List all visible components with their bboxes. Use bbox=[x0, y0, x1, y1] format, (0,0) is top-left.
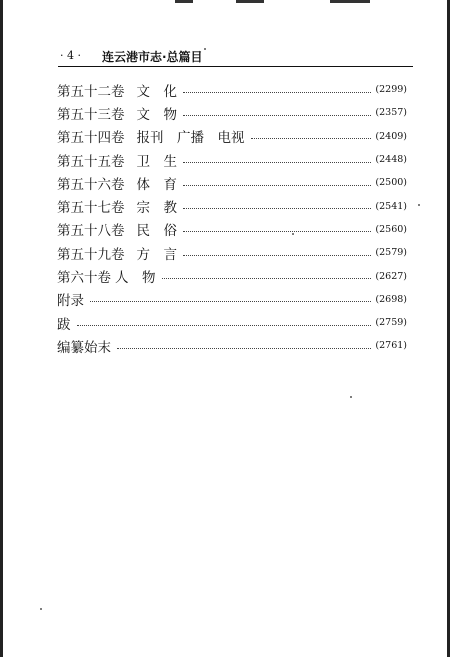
dot-leader bbox=[183, 91, 371, 93]
scan-speck bbox=[204, 48, 206, 50]
dot-leader bbox=[183, 114, 371, 116]
dot-leader bbox=[77, 324, 372, 326]
section-name: 附录 bbox=[57, 293, 84, 310]
volume-number: 第五十五卷 bbox=[57, 153, 125, 170]
volume-number: 第五十六卷 bbox=[57, 176, 125, 193]
dot-leader bbox=[162, 277, 372, 279]
toc-entry[interactable] bbox=[57, 171, 407, 194]
scan-top-mark bbox=[175, 0, 193, 3]
book-title: 连云港市志·总篇目 bbox=[102, 50, 203, 64]
page-reference: (2357) bbox=[375, 107, 407, 119]
volume-number: 第六十卷 bbox=[57, 270, 111, 287]
scan-speck bbox=[350, 396, 352, 398]
dot-leader bbox=[117, 347, 371, 349]
page-number: · 4 · bbox=[60, 49, 81, 62]
page-reference: (2761) bbox=[375, 340, 407, 352]
page-reference: (2541) bbox=[375, 200, 407, 212]
page-reference: (2500) bbox=[375, 177, 407, 189]
scan-top-mark bbox=[236, 0, 264, 3]
running-header bbox=[60, 48, 410, 66]
volume-number: 第五十二卷 bbox=[57, 83, 125, 100]
volume-title: 民 俗 bbox=[136, 223, 177, 240]
volume-title: 方 言 bbox=[136, 246, 177, 263]
dot-leader bbox=[183, 254, 371, 256]
volume-title: 人 物 bbox=[115, 270, 156, 287]
dot-leader bbox=[183, 230, 371, 232]
dot-leader bbox=[183, 184, 371, 186]
page-reference: (2560) bbox=[375, 223, 407, 235]
volume-number: 第五十九卷 bbox=[57, 246, 125, 263]
header-rule bbox=[58, 66, 413, 67]
page-reference: (2627) bbox=[375, 270, 407, 282]
volume-number: 第五十七卷 bbox=[57, 200, 125, 217]
toc-entry[interactable] bbox=[57, 311, 407, 334]
page-reference: (2698) bbox=[375, 293, 407, 305]
dot-leader bbox=[183, 161, 371, 163]
volume-title: 体 育 bbox=[136, 176, 177, 193]
page-reference: (2448) bbox=[375, 154, 407, 166]
scan-top-mark bbox=[330, 0, 370, 3]
page-reference: (2759) bbox=[375, 317, 407, 329]
toc-entry[interactable] bbox=[57, 101, 407, 124]
toc-entry[interactable] bbox=[57, 334, 407, 357]
page-reference: (2409) bbox=[375, 130, 407, 142]
volume-number: 第五十四卷 bbox=[57, 130, 125, 147]
toc-entry[interactable] bbox=[57, 125, 407, 148]
scan-left-edge bbox=[0, 0, 3, 657]
toc-entry[interactable] bbox=[57, 288, 407, 311]
volume-title: 文 化 bbox=[136, 83, 177, 100]
scan-speck bbox=[40, 608, 42, 610]
toc-entry[interactable] bbox=[57, 218, 407, 241]
toc-entry[interactable] bbox=[57, 241, 407, 264]
scan-speck bbox=[292, 233, 294, 235]
table-of-contents bbox=[57, 78, 407, 358]
toc-entry[interactable] bbox=[57, 78, 407, 101]
dot-leader bbox=[90, 300, 371, 302]
page-reference: (2579) bbox=[375, 247, 407, 259]
section-name: 编纂始末 bbox=[57, 339, 111, 356]
volume-title: 文 物 bbox=[136, 106, 177, 123]
volume-number: 第五十三卷 bbox=[57, 106, 125, 123]
volume-title: 报刊 广播 电视 bbox=[136, 130, 245, 147]
volume-number: 第五十八卷 bbox=[57, 223, 125, 240]
scan-speck bbox=[418, 204, 420, 206]
toc-entry[interactable] bbox=[57, 148, 407, 171]
toc-entry[interactable] bbox=[57, 194, 407, 217]
dot-leader bbox=[251, 137, 372, 139]
page-reference: (2299) bbox=[375, 84, 407, 96]
section-name: 跋 bbox=[57, 316, 71, 333]
toc-entry[interactable] bbox=[57, 264, 407, 287]
dot-leader bbox=[183, 207, 371, 209]
volume-title: 宗 教 bbox=[136, 200, 177, 217]
volume-title: 卫 生 bbox=[136, 153, 177, 170]
